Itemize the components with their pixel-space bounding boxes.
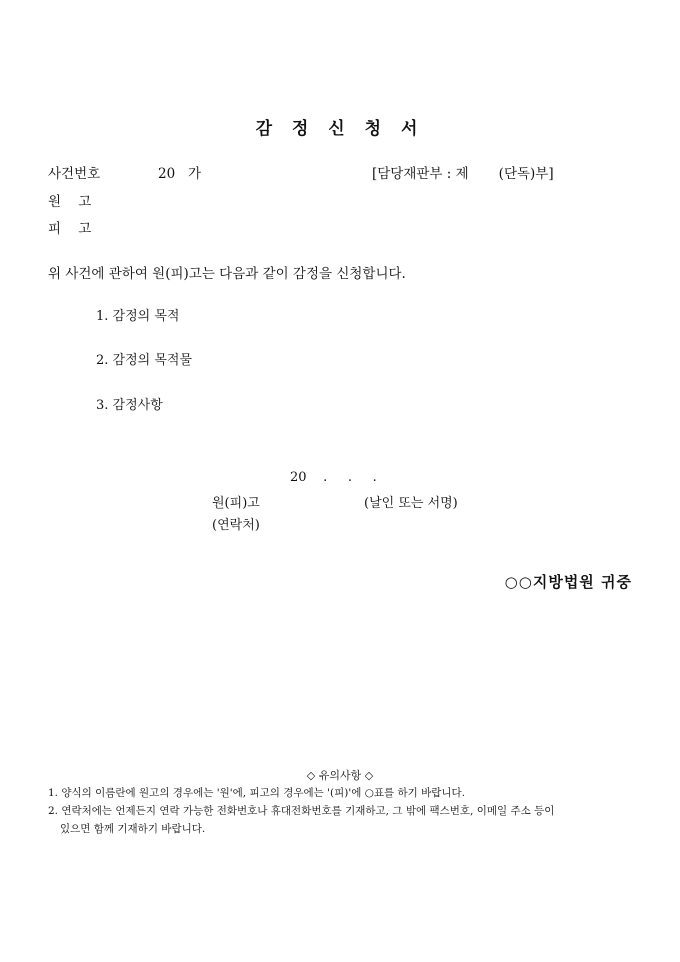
note-line-3: 있으면 함께 기재하기 바랍니다. — [60, 823, 206, 835]
document-title: 감 정 신 청 서 — [255, 119, 425, 139]
plaintiff-label: 원 고 — [48, 194, 92, 210]
date-line: 20 . . . — [290, 470, 377, 485]
applicant-label: 원(피)고 — [212, 496, 260, 511]
seal-note: (날인 또는 서명) — [364, 496, 458, 511]
item-object: 2. 감정의 목적물 — [96, 353, 193, 368]
note-line-2: 2. 연락처에는 언제든지 연락 가능한 전화번호나 휴대전화번호를 기재하고, 그 밖에 팩스번호, 이메일 주소 등이 — [48, 805, 555, 817]
item-purpose: 1. 감정의 목적 — [96, 309, 180, 324]
item-matters: 3. 감정사항 — [96, 398, 163, 413]
contact-label: (연락처) — [212, 518, 260, 533]
court-name: ○○지방법원 귀중 — [504, 573, 632, 591]
case-number-label: 사건번호 — [48, 166, 101, 182]
intro-text: 위 사건에 관하여 원(피)고는 다음과 같이 감정을 신청합니다. — [48, 266, 406, 282]
note-line-1: 1. 양식의 이름란에 원고의 경우에는 '원'에, 피고의 경우에는 '(피)'에 ○표를 하기 바랍니다. — [48, 787, 466, 799]
case-number-value: 20 가 — [158, 166, 202, 182]
defendant-label: 피 고 — [48, 221, 92, 237]
notes-title: ◇ 유의사항 ◇ — [306, 769, 374, 782]
department-field: [담당재판부 : 제 (단독)부] — [372, 166, 554, 182]
